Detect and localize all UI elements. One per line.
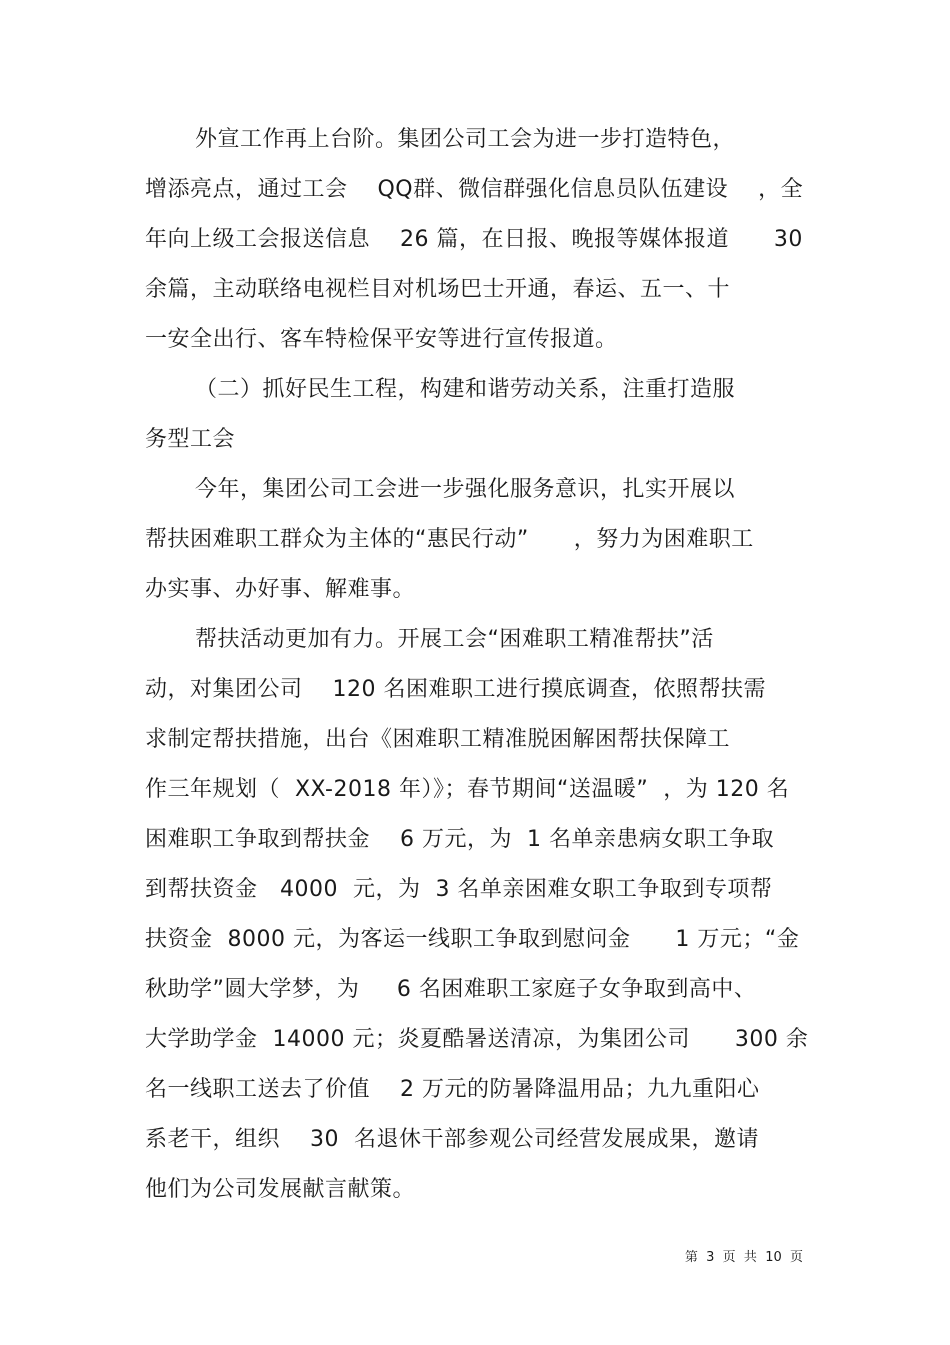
page-number-footer: 第 3 页 共 10 页 (684, 1250, 803, 1265)
paragraph-line: 今年，集团公司工会进一步强化服务意识，扎实开展以 (195, 477, 736, 502)
paragraph-line: 系老干，组织 30 名退休干部参观公司经营发展成果，邀请 (145, 1127, 759, 1152)
paragraph-line: 增添亮点，通过工会 QQ群、微信群强化信息员队伍建设 ，全 (145, 177, 804, 202)
section-heading-line: 务型工会 (145, 427, 236, 452)
paragraph-line: 他们为公司发展献言献策。 (145, 1177, 416, 1202)
paragraph-line: 大学助学金 14000 元；炎夏酷暑送清凉，为集团公司 300 余 (145, 1027, 809, 1052)
paragraph-line: 余篇，主动联络电视栏目对机场巴士开通，春运、五一、十 (145, 277, 731, 302)
paragraph-line: 帮扶困难职工群众为主体的“惠民行动” ，努力为困难职工 (145, 527, 754, 552)
paragraph-line: 办实事、办好事、解难事。 (145, 577, 416, 602)
paragraph-line: 扶资金 8000 元，为客运一线职工争取到慰问金 1 万元；“金 (145, 927, 800, 952)
paragraph-line: 名一线职工送去了价值 2 万元的防暑降温用品；九九重阳心 (145, 1077, 760, 1102)
paragraph-line: 动，对集团公司 120 名困难职工进行摸底调查，依照帮扶需 (145, 677, 766, 702)
paragraph-line: 困难职工争取到帮扶金 6 万元，为 1 名单亲患病女职工争取 (145, 827, 774, 852)
paragraph-line: 到帮扶资金 4000 元，为 3 名单亲困难女职工争取到专项帮 (145, 877, 773, 902)
paragraph-line: 求制定帮扶措施，出台《困难职工精准脱困解困帮扶保障工 (145, 727, 731, 752)
paragraph-line: 帮扶活动更加有力。开展工会“困难职工精准帮扶”活 (195, 627, 714, 652)
paragraph-line: 外宣工作再上台阶。集团公司工会为进一步打造特色， (195, 127, 736, 152)
section-heading-line: （二）抓好民生工程，构建和谐劳动关系，注重打造服 (195, 377, 736, 402)
paragraph-line: 年向上级工会报送信息 26 篇，在日报、晚报等媒体报道 30 (145, 227, 803, 252)
paragraph-line: 秋助学”圆大学梦，为 6 名困难职工家庭子女争取到高中、 (145, 977, 757, 1002)
paragraph-line: 作三年规划（ XX-2018 年）》；春节期间“送温暖” ，为 120 名 (145, 777, 790, 802)
paragraph-line: 一安全出行、客车特检保平安等进行宣传报道。 (145, 327, 618, 352)
